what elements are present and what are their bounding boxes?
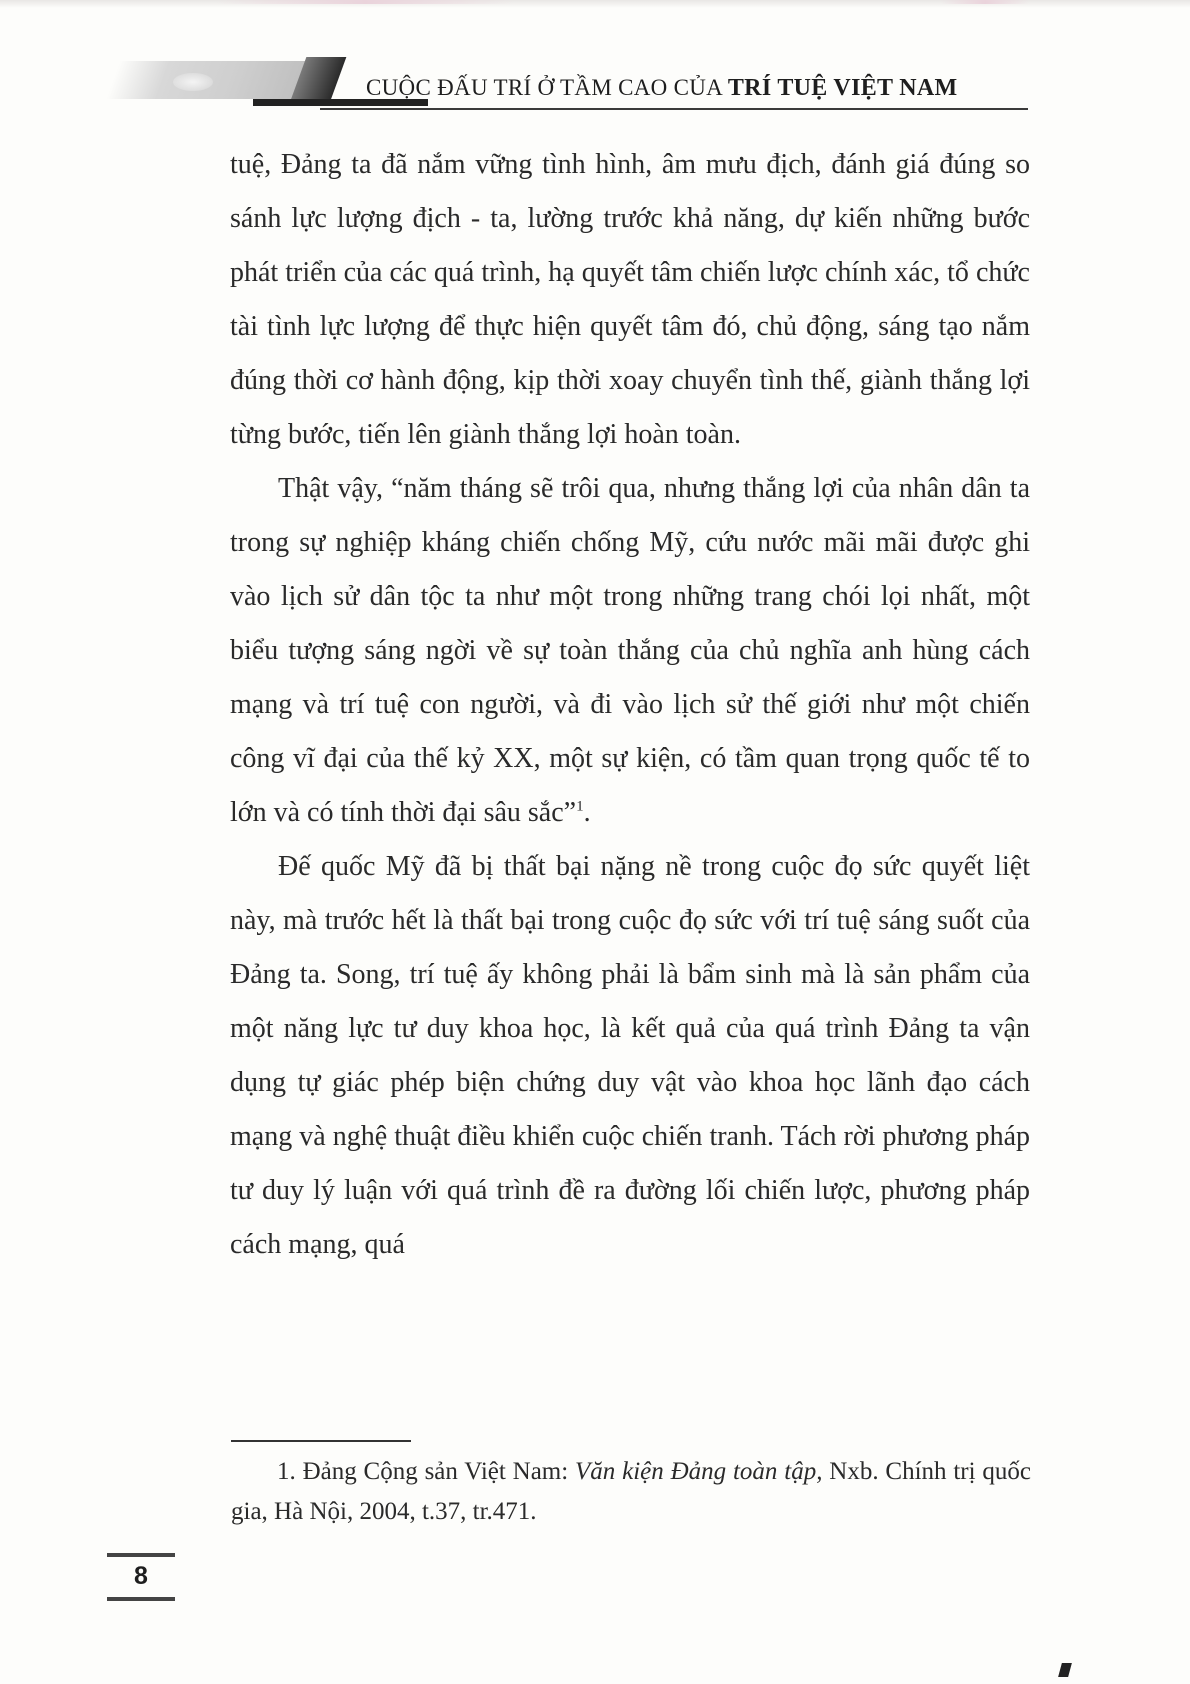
footnote-rule [231,1440,411,1442]
body-text [230,138,1030,1272]
page-number: 8 [134,1562,148,1590]
footnote-reference: 1 [576,798,584,815]
footnote-rest: Nxb. Chính trị quốc gia, Hà Nội, 2004, t.37, tr.471. [231,1458,1032,1525]
running-head [366,75,1021,102]
page-number-rule-top [107,1553,175,1557]
paragraph-3: Đế quốc Mỹ đã bị thất bại nặng nề trong cuộc đọ sức quyết liệt này, mà trước hết là thất bại trong cuộc đọ sức với trí tuệ sáng suốt của Đảng ta. Song, trí tuệ ấy không phải là bẩm sinh mà là sản phẩm của một năng lực tư duy khoa học, là kết quả của quá trình Đảng ta vận dụng tự giác phép biện chứng duy vật vào khoa học lãnh đạo cách mạng và nghệ thuật điều khiển cuộc chiến tranh. Tách rời phương pháp tư duy lý luận với quá trình đề ra đường lối chiến lược, phương pháp cách mạng, quá [230,851,1030,1260]
footnote-prefix: 1. Đảng Cộng sản Việt Nam: [277,1458,576,1485]
running-head-part2: TRÍ TUỆ VIỆT NAM [727,75,958,101]
header-ornament-highlight [173,73,213,91]
scan-tint [940,0,1030,4]
paragraph-2-end: . [583,797,591,828]
paragraph-1: tuệ, Đảng ta đã nắm vững tình hình, âm mưu địch, đánh giá đúng so sánh lực lượng địch - ta, lường trước khả năng, dự kiến những bước phát triển của các quá trình, hạ quyết tâm chiến lược chính xác, tổ chức tài tình lực lượng để thực hiện quyết tâm đó, chủ động, sáng tạo nắm đúng thời cơ hành động, kịp thời xoay chuyển tình thế, giành thắng lợi từng bước, tiến lên giành thắng lợi hoàn toàn. [230,149,1030,450]
page-number-rule-bottom [107,1597,175,1601]
header-ornament-gradient [106,61,320,99]
paragraph-2 [230,462,1030,840]
header-ornament [113,55,323,105]
paragraph-2-text: Thật vậy, “năm tháng sẽ trôi qua, nhưng thắng lợi của nhân dân ta trong sự nghiệp kháng chiến chống Mỹ, cứu nước mãi mãi được ghi vào lịch sử dân tộc ta như một trong những trang chói lọi nhất, một biểu tượng sáng ngời về sự toàn thắng của chủ nghĩa anh hùng cách mạng và trí tuệ con người, và đi vào lịch sử thế giới như một chiến công vĩ đại của thế kỷ XX, một sự kiện, có tầm quan trọng quốc tế to lớn và có tính thời đại sâu sắc” [230,473,1030,828]
scan-tint [215,0,515,4]
running-head-part1: CUỘC ĐẤU TRÍ Ở TẦM CAO CỦA [366,75,728,100]
footnote [231,1452,1031,1532]
scan-corner-mark [1058,1663,1072,1677]
header-rule [320,108,1028,110]
footnote-title: Văn kiện Đảng toàn tập, [575,1458,823,1485]
